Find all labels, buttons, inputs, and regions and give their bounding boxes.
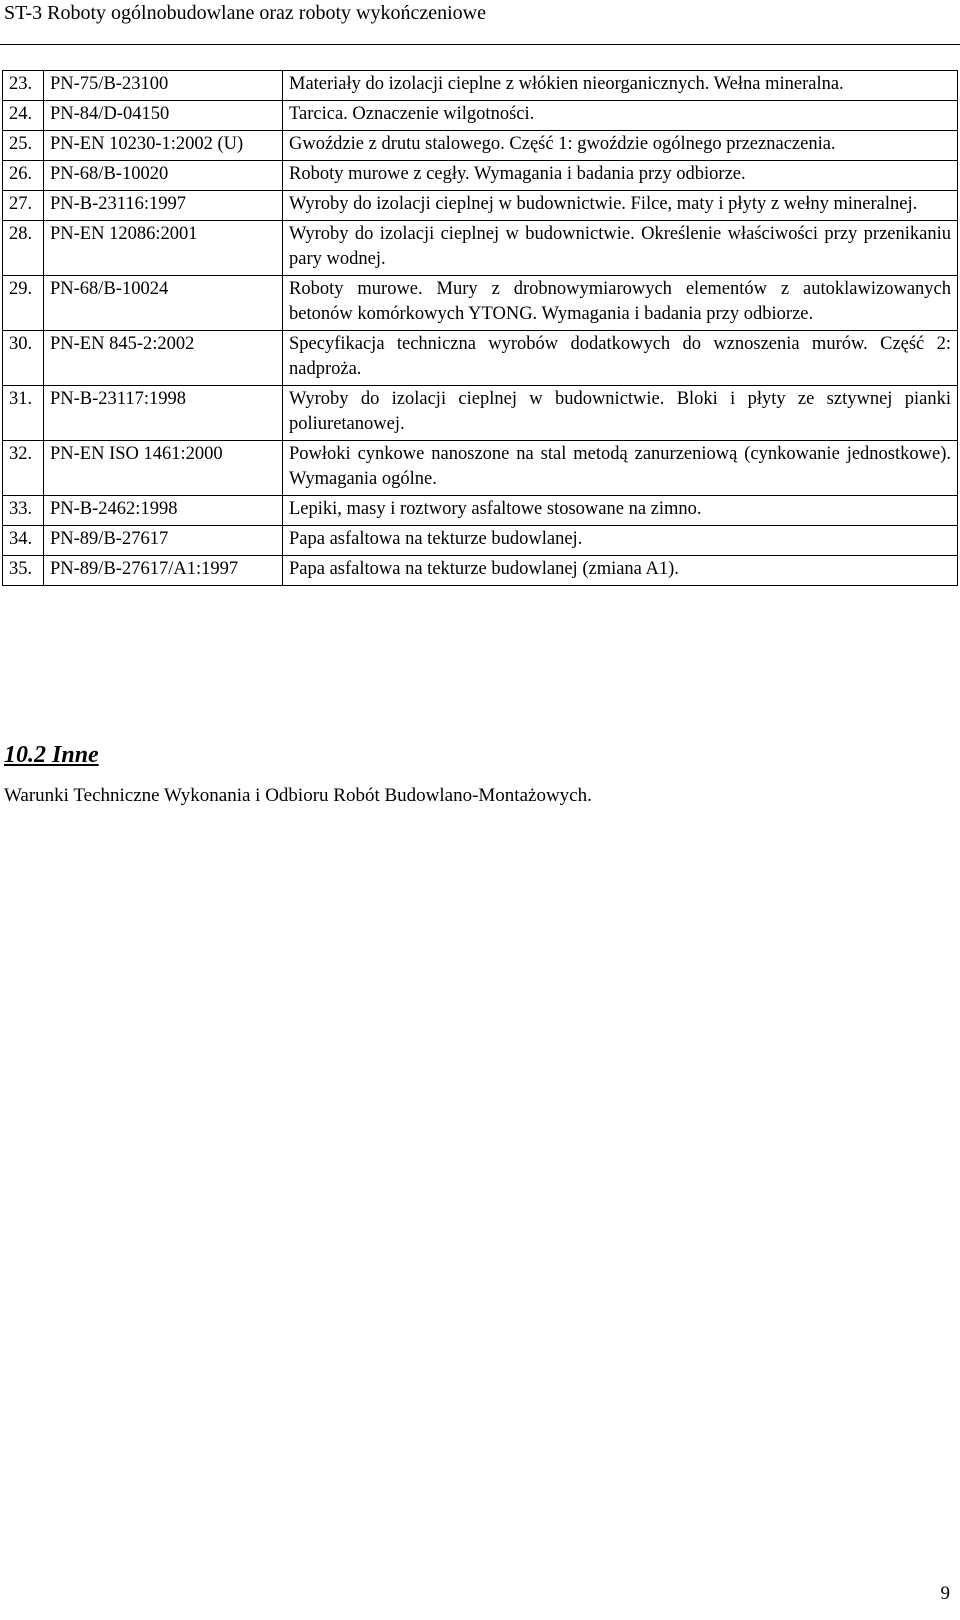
- row-number: 27.: [3, 191, 44, 221]
- standard-code: PN-EN 845-2:2002: [44, 331, 283, 386]
- standard-description: Tarcica. Oznaczenie wilgotności.: [283, 101, 958, 131]
- standard-description: Roboty murowe z cegły. Wymagania i badania przy odbiorze.: [283, 161, 958, 191]
- table-row: [3, 276, 958, 331]
- row-number: 25.: [3, 131, 44, 161]
- row-number: 32.: [3, 441, 44, 496]
- standard-code: PN-89/B-27617/A1:1997: [44, 556, 283, 586]
- page-number: 9: [940, 1583, 950, 1604]
- standard-description: Lepiki, masy i roztwory asfaltowe stosowane na zimno.: [283, 496, 958, 526]
- table-row: [3, 441, 958, 496]
- row-number: 24.: [3, 101, 44, 131]
- table-row: [3, 331, 958, 386]
- table-row: [3, 191, 958, 221]
- table-row: [3, 101, 958, 131]
- page-header-title: ST-3 Roboty ogólnobudowlane oraz roboty wykończeniowe: [4, 2, 486, 24]
- standard-description: Papa asfaltowa na tekturze budowlanej.: [283, 526, 958, 556]
- standard-description: Roboty murowe. Mury z drobnowymiarowych elementów z autoklawizowanych betonów komórkowych YTONG. Wymagania i badania przy odbiorze.: [283, 276, 958, 331]
- standard-code: PN-EN ISO 1461:2000: [44, 441, 283, 496]
- standards-table: [2, 70, 958, 586]
- table-row: [3, 386, 958, 441]
- table-row: [3, 496, 958, 526]
- section-body-text: Warunki Techniczne Wykonania i Odbioru Robót Budowlano-Montażowych.: [4, 785, 592, 806]
- table-row: [3, 131, 958, 161]
- standard-description: Powłoki cynkowe nanoszone na stal metodą zanurzeniową (cynkowanie jednostkowe). Wymagania ogólne.: [283, 441, 958, 496]
- standard-code: PN-89/B-27617: [44, 526, 283, 556]
- standard-description: Wyroby do izolacji cieplnej w budownictwie. Określenie właściwości przy przenikaniu pary wodnej.: [283, 221, 958, 276]
- table-row: [3, 161, 958, 191]
- row-number: 35.: [3, 556, 44, 586]
- standard-code: PN-B-23117:1998: [44, 386, 283, 441]
- standard-description: Wyroby do izolacji cieplnej w budownictwie. Bloki i płyty ze sztywnej pianki poliuretanowej.: [283, 386, 958, 441]
- standards-table-body: [3, 71, 958, 586]
- row-number: 33.: [3, 496, 44, 526]
- standard-code: PN-B-2462:1998: [44, 496, 283, 526]
- standard-code: PN-B-23116:1997: [44, 191, 283, 221]
- section-heading: 10.2 Inne: [4, 742, 99, 768]
- table-row: [3, 556, 958, 586]
- standard-description: Specyfikacja techniczna wyrobów dodatkowych do wznoszenia murów. Część 2: nadproża.: [283, 331, 958, 386]
- table-row: [3, 526, 958, 556]
- standard-code: PN-68/B-10020: [44, 161, 283, 191]
- row-number: 31.: [3, 386, 44, 441]
- standard-code: PN-EN 10230-1:2002 (U): [44, 131, 283, 161]
- standard-description: Materiały do izolacji cieplne z włókien nieorganicznych. Wełna mineralna.: [283, 71, 958, 101]
- table-row: [3, 221, 958, 276]
- standard-code: PN-75/B-23100: [44, 71, 283, 101]
- table-row: [3, 71, 958, 101]
- standard-description: Papa asfaltowa na tekturze budowlanej (zmiana A1).: [283, 556, 958, 586]
- row-number: 29.: [3, 276, 44, 331]
- row-number: 30.: [3, 331, 44, 386]
- row-number: 34.: [3, 526, 44, 556]
- standard-code: PN-EN 12086:2001: [44, 221, 283, 276]
- standard-description: Gwoździe z drutu stalowego. Część 1: gwoździe ogólnego przeznaczenia.: [283, 131, 958, 161]
- standard-code: PN-84/D-04150: [44, 101, 283, 131]
- row-number: 23.: [3, 71, 44, 101]
- standard-description: Wyroby do izolacji cieplnej w budownictwie. Filce, maty i płyty z wełny mineralnej.: [283, 191, 958, 221]
- row-number: 28.: [3, 221, 44, 276]
- header-divider: [0, 44, 960, 45]
- standard-code: PN-68/B-10024: [44, 276, 283, 331]
- row-number: 26.: [3, 161, 44, 191]
